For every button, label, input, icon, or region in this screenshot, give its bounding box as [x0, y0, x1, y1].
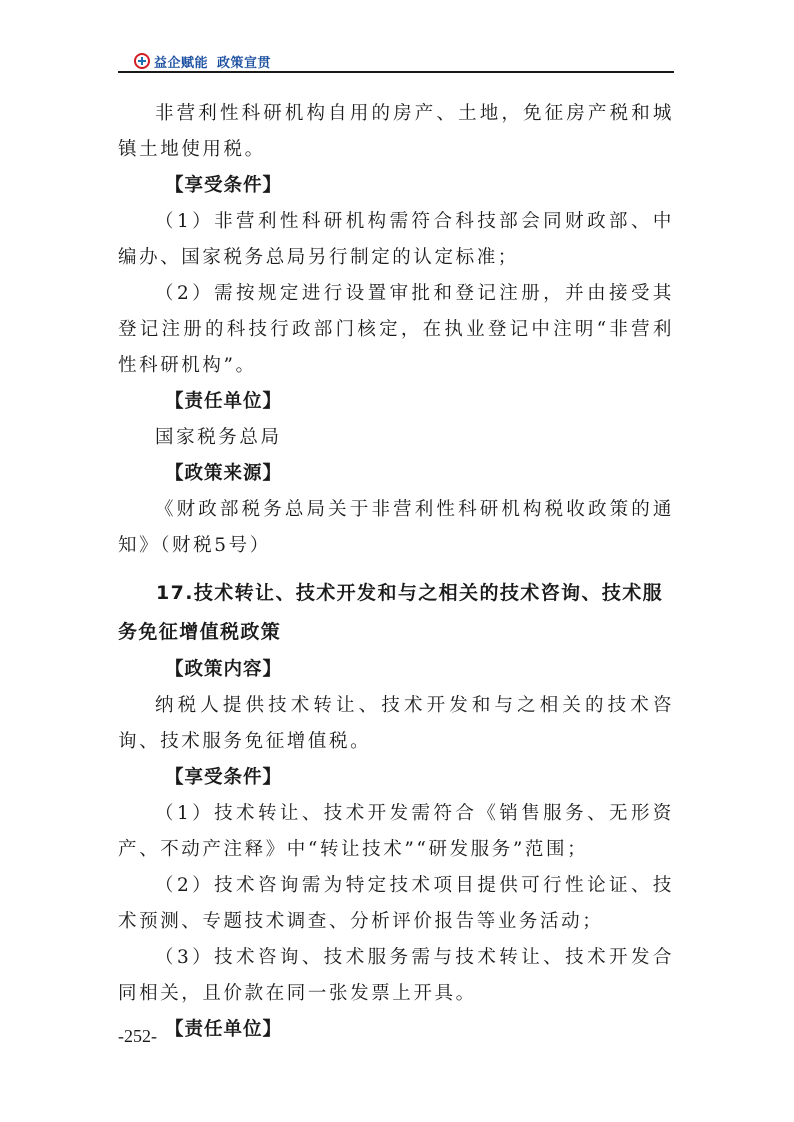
responsible-unit-1: 国家税务总局 — [155, 427, 282, 448]
document-body — [118, 96, 674, 1048]
heading-responsible-unit-1: 【责任单位】 — [165, 391, 283, 412]
heading-policy-content-2: 【政策内容】 — [165, 659, 283, 680]
condition-2-1: （1）技术转让、技术开发需符合《销售服务、无形资产、不动产注释》中“转让技术”“研发服务”范围； — [118, 803, 674, 860]
policy-content-2: 纳税人提供技术转让、技术开发和与之相关的技术咨询、技术服务免征增值税。 — [118, 695, 674, 752]
condition-2-3: （3）技术咨询、技术服务需与技术转让、技术开发合同相关，且价款在同一张发票上开具。 — [118, 947, 674, 1004]
heading-responsible-unit-2: 【责任单位】 — [165, 1019, 283, 1040]
policy-source-1: 《财政部税务总局关于非营利性科研机构税收政策的通知》（财税5号） — [118, 499, 674, 556]
condition-1-2: （2）需按规定进行设置审批和登记注册，并由接受其登记注册的科技行政部门核定，在执业登记中注明“非营利性科研机构”。 — [118, 283, 674, 376]
heading-policy-source-1: 【政策来源】 — [165, 463, 283, 484]
heading-conditions-1: 【享受条件】 — [165, 175, 283, 196]
condition-1-1: （1）非营利性科研机构需符合科技部会同财政部、中编办、国家税务总局另行制定的认定标准； — [118, 211, 674, 268]
paragraph-exemption: 非营利性科研机构自用的房产、土地，免征房产税和城镇土地使用税。 — [118, 103, 674, 160]
header-rule — [118, 71, 674, 73]
condition-2-2: （2）技术咨询需为特定技术项目提供可行性论证、技术预测、专题技术调查、分析评价报告等业务活动； — [118, 875, 674, 932]
brand-logo-icon — [134, 53, 150, 69]
page-header — [118, 50, 674, 72]
page-number: -252- — [118, 1026, 157, 1046]
brand-right-text: 政策宣贯 — [217, 55, 272, 71]
section-title: 17.技术转让、技术开发和与之相关的技术咨询、技术服务免征增值税政策 — [118, 582, 664, 643]
brand-name — [154, 52, 271, 71]
heading-conditions-2: 【享受条件】 — [165, 767, 283, 788]
brand-left-text: 益企赋能 — [154, 55, 209, 71]
